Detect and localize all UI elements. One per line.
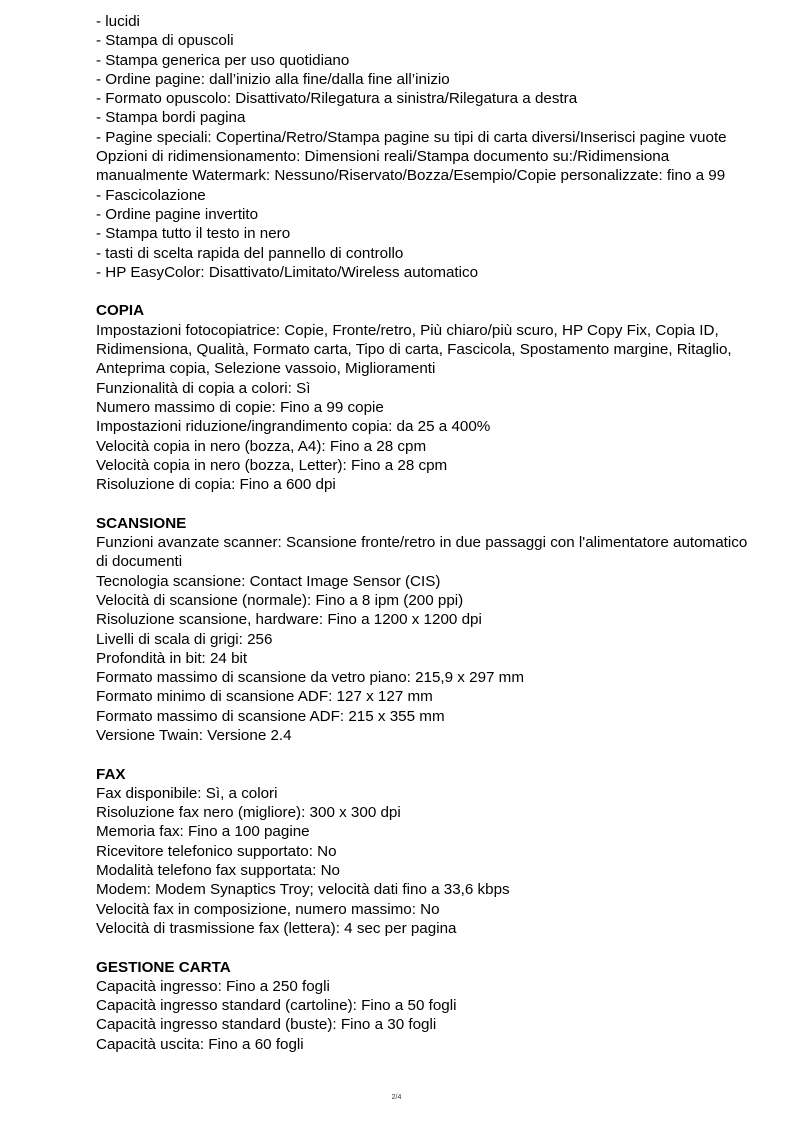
spec-line: Risoluzione scansione, hardware: Fino a 1200 x 1200 dpi [96,611,482,629]
list-item: - Stampa generica per uso quotidiano [96,51,350,69]
section-spacer [96,282,756,301]
spec-line: Capacità ingresso standard (cartoline): Fino a 50 fogli [96,997,457,1015]
spec-line: Versione Twain: Versione 2.4 [96,726,292,744]
section-spacer [96,745,756,764]
page-number: 2/4 [391,1094,402,1101]
spec-line: Ricevitore telefonico supportato: No [96,842,337,860]
spec-line: Livelli di scala di grigi: 256 [96,630,273,648]
scanner-features-paragraph: Funzioni avanzate scanner: Scansione fronte/retro in due passaggi con l'alimentatore automatico di documenti [96,534,748,571]
spec-line: Impostazioni riduzione/ingrandimento copia: da 25 a 400% [96,418,491,436]
spec-line: Risoluzione fax nero (migliore): 300 x 300 dpi [96,804,401,822]
section-spacer [96,494,756,513]
section-heading-scansione: SCANSIONE [96,514,187,532]
spec-line: Memoria fax: Fino a 100 pagine [96,823,310,841]
spec-line: Modem: Modem Synaptics Troy; velocità dati fino a 33,6 kbps [96,881,510,899]
spec-line: Formato massimo di scansione da vetro piano: 215,9 x 297 mm [96,669,524,687]
spec-line: Modalità telefono fax supportata: No [96,862,340,880]
document-body [96,12,756,1054]
spec-line: Risoluzione di copia: Fino a 600 dpi [96,476,336,494]
section-heading-copia: COPIA [96,302,145,320]
list-item: - HP EasyColor: Disattivato/Limitato/Wireless automatico [96,263,479,281]
list-item: - Ordine pagine invertito [96,205,259,223]
spec-line: Velocità copia in nero (bozza, Letter): Fino a 28 cpm [96,456,448,474]
list-item: - Formato opuscolo: Disattivato/Rilegatura a sinistra/Rilegatura a destra [96,90,578,108]
spec-line: Velocità fax in composizione, numero massimo: No [96,900,440,918]
spec-line: Fax disponibile: Sì, a colori [96,784,278,802]
spec-line: Velocità di trasmissione fax (lettera): 4 sec per pagina [96,919,457,937]
section-spacer [96,938,756,957]
section-heading-gestione-carta: GESTIONE CARTA [96,958,231,976]
section-heading-fax: FAX [96,765,126,783]
spec-line: Capacità ingresso standard (buste): Fino a 30 fogli [96,1016,437,1034]
spec-line: Formato massimo di scansione ADF: 215 x 355 mm [96,707,445,725]
list-item: - tasti di scelta rapida del pannello di controllo [96,244,404,262]
spec-line: Velocità di scansione (normale): Fino a 8 ipm (200 ppi) [96,591,464,609]
special-pages-paragraph: - Pagine speciali: Copertina/Retro/Stampa pagine su tipi di carta diversi/Inserisci pagine vuote Opzioni di ridimensionamento: Dimensioni reali/Stampa documento su:/Ridimensiona manualmente Watermark: Nessuno/Riservato/Bozza/Esempio/Copie personalizzate: fino a 99 [96,128,727,185]
spec-line: Funzionalità di copia a colori: Sì [96,379,311,397]
list-item: - Ordine pagine: dall’inizio alla fine/dalla fine all’inizio [96,70,450,88]
list-item: - Fascicolazione [96,186,206,204]
list-item: - Stampa tutto il testo in nero [96,225,291,243]
list-item: - Stampa bordi pagina [96,109,246,127]
spec-line: Tecnologia scansione: Contact Image Sensor (CIS) [96,572,441,590]
copy-settings-paragraph: Impostazioni fotocopiatrice: Copie, Fronte/retro, Più chiaro/più scuro, HP Copy Fix, Copia ID, Ridimensiona, Qualità, Formato carta, Tipo di carta, Fascicola, Spostamento margine, Ritaglio, Anteprima copia, Selezione vassoio, Miglioramenti [96,321,732,378]
spec-line: Numero massimo di copie: Fino a 99 copie [96,398,384,416]
spec-line: Formato minimo di scansione ADF: 127 x 127 mm [96,688,433,706]
spec-line: Capacità ingresso: Fino a 250 fogli [96,977,330,995]
spec-line: Capacità uscita: Fino a 60 fogli [96,1035,304,1053]
spec-line: Velocità copia in nero (bozza, A4): Fino a 28 cpm [96,437,427,455]
spec-line: Profondità in bit: 24 bit [96,649,248,667]
list-item: - Stampa di opuscoli [96,32,234,50]
list-item: - lucidi [96,13,140,30]
